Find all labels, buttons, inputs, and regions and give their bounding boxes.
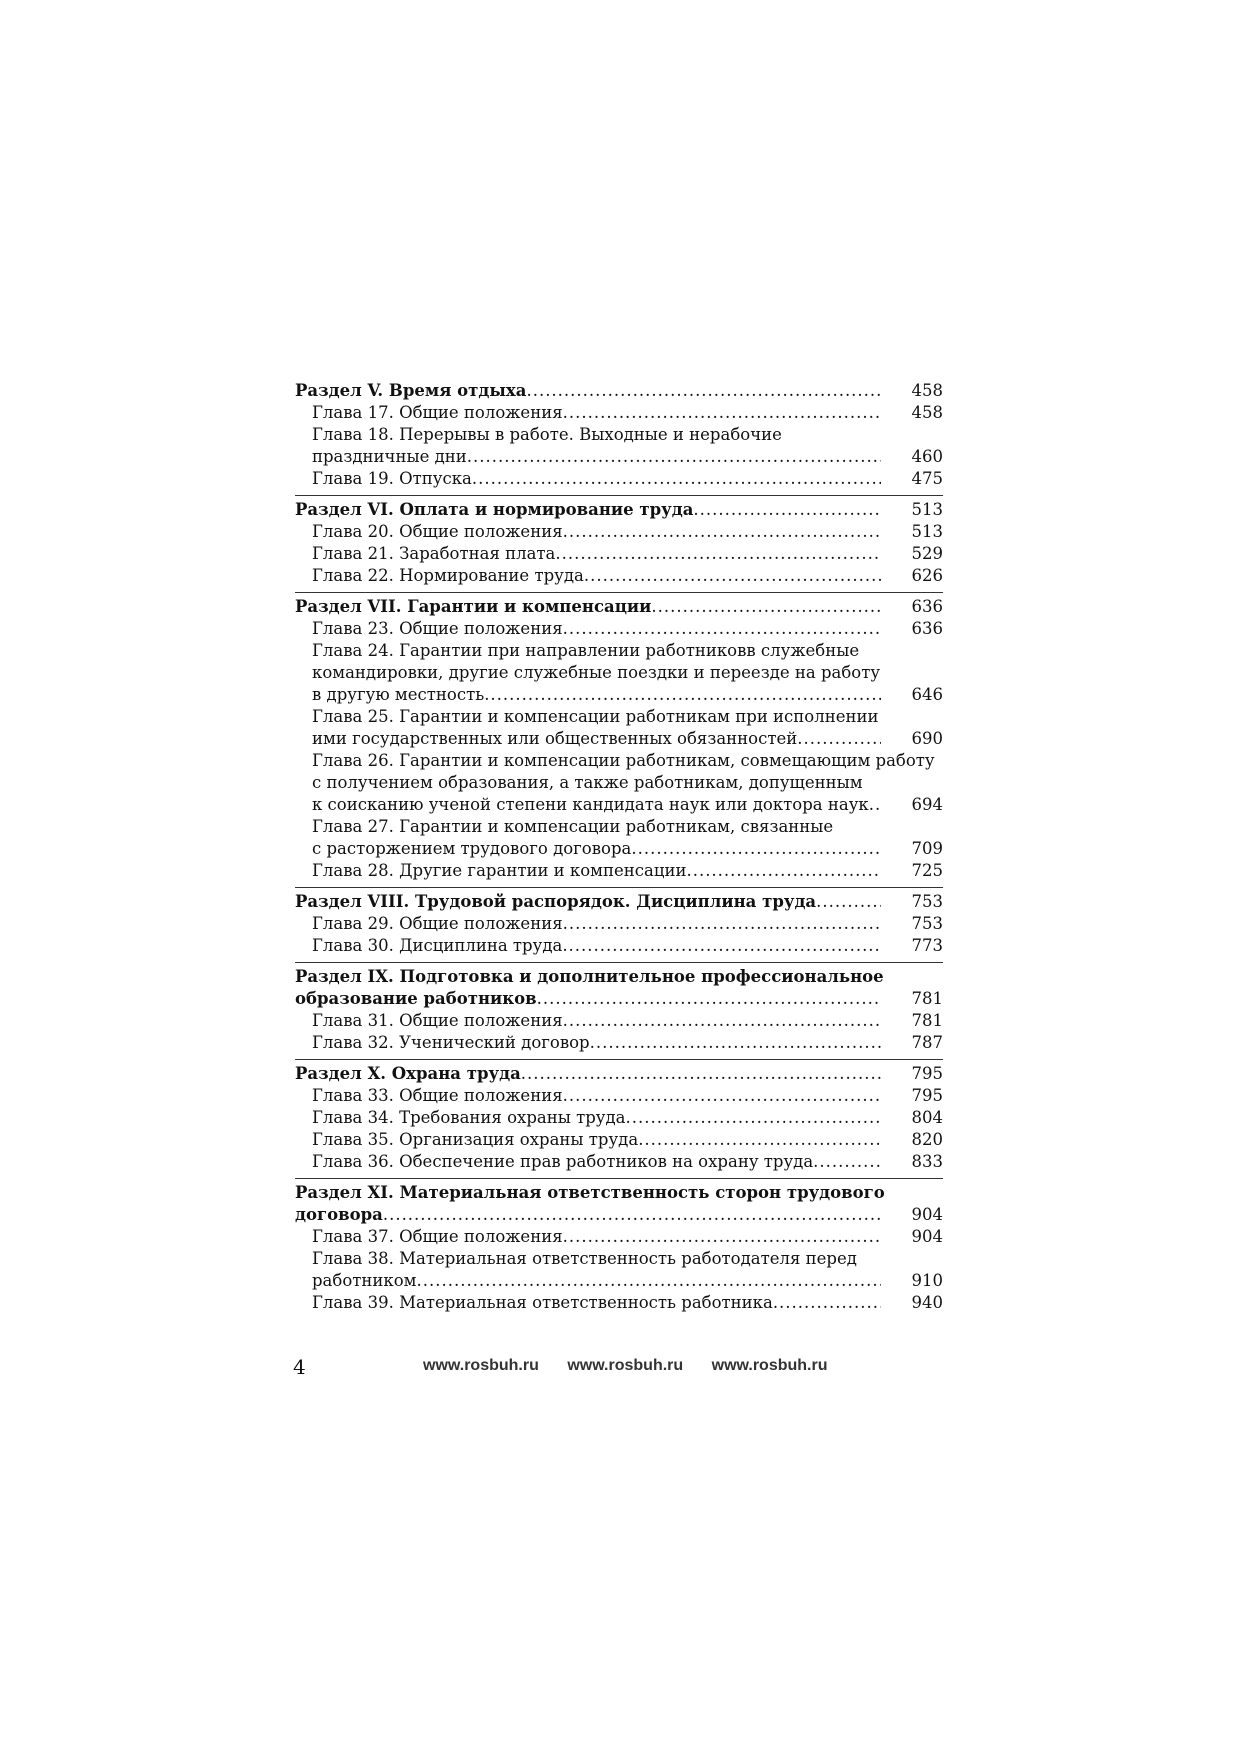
toc-entry-line [312, 640, 881, 662]
toc-chapter[interactable] [295, 565, 943, 587]
dot-leader [797, 728, 881, 750]
page-ref: 529 [911, 544, 943, 563]
toc-entry-line [295, 1063, 881, 1085]
toc-entry-line [295, 1204, 881, 1226]
dot-leader [869, 794, 881, 816]
toc-section-block [295, 1059, 943, 1173]
chapter-title: Глава 27. Гарантии и компенсации работникам, связанные [312, 817, 834, 836]
toc-entry-line [312, 468, 881, 490]
toc-entry-line [295, 966, 884, 988]
toc-entry-line [312, 816, 881, 838]
dot-leader [590, 1032, 881, 1054]
chapter-title: Глава 30. Дисциплина труда [312, 936, 563, 955]
toc-chapter[interactable] [295, 618, 943, 640]
toc-chapter[interactable] [295, 1292, 943, 1314]
chapter-title: Глава 19. Отпуска [312, 469, 472, 488]
chapter-title: Глава 23. Общие положения [312, 619, 563, 638]
chapter-title: Глава 25. Гарантии и компенсации работникам при исполнении [312, 707, 879, 726]
chapter-title: Глава 29. Общие положения [312, 914, 563, 933]
toc-chapter[interactable] [295, 1129, 943, 1151]
toc-chapter[interactable] [295, 1010, 943, 1032]
chapter-title: Глава 39. Материальная ответственность работника [312, 1293, 773, 1312]
toc-entry-line [312, 1151, 881, 1173]
page-ref: 753 [911, 892, 943, 911]
page-ref: 626 [911, 566, 943, 585]
page-ref: 787 [911, 1033, 943, 1052]
page-ref: 904 [911, 1227, 943, 1246]
toc-entry-line [312, 521, 881, 543]
toc-chapter[interactable] [295, 935, 943, 957]
chapter-title: Глава 38. Материальная ответственность работодателя перед [312, 1249, 857, 1268]
toc-chapter[interactable] [295, 1226, 943, 1248]
chapter-title: Глава 32. Ученический договор [312, 1033, 590, 1052]
toc-section-block [295, 380, 943, 490]
section-title: Раздел X. Охрана труда [295, 1064, 521, 1083]
page-ref: 458 [911, 381, 943, 400]
dot-leader [563, 618, 881, 640]
toc-chapter[interactable] [295, 706, 943, 750]
dot-leader [467, 446, 881, 468]
page-number: 4 [293, 1355, 306, 1379]
toc-chapter[interactable] [295, 1085, 943, 1107]
chapter-title: с расторжением трудового договора [312, 839, 632, 858]
page-ref: 709 [911, 839, 943, 858]
website-link[interactable]: www.rosbuh.ru [567, 1357, 684, 1374]
toc-entry-line [295, 596, 881, 618]
section-title: Раздел VIII. Трудовой распорядок. Дисциплина труда [295, 892, 817, 911]
toc-chapter[interactable] [295, 521, 943, 543]
page-ref: 725 [911, 861, 943, 880]
toc-entry-line [312, 913, 881, 935]
chapter-title: с получением образования, а также работникам, допущенным [312, 773, 863, 792]
section-title: договора [295, 1205, 383, 1224]
toc-entry-line [312, 1085, 881, 1107]
toc-section[interactable] [295, 891, 943, 913]
dot-leader [383, 1204, 881, 1226]
toc-entry-line [312, 1292, 881, 1314]
dot-leader [484, 684, 881, 706]
section-title: образование работников [295, 989, 537, 1008]
website-link[interactable]: www.rosbuh.ru [423, 1357, 539, 1374]
toc-section-block [295, 962, 943, 1054]
website-link[interactable]: www.rosbuh.ru [711, 1357, 828, 1374]
toc-entry-line [312, 838, 881, 860]
page-ref: 458 [911, 403, 943, 422]
page-ref: 636 [911, 597, 943, 616]
toc-entry-line [295, 891, 881, 913]
page-ref: 773 [911, 936, 943, 955]
toc-entry-line [312, 1248, 881, 1270]
dot-leader [416, 1270, 881, 1292]
toc-entry-line [295, 1182, 885, 1204]
toc-chapter[interactable] [295, 1248, 943, 1292]
toc-section[interactable] [295, 380, 943, 402]
page-ref: 795 [911, 1086, 943, 1105]
dot-leader [584, 565, 881, 587]
toc-section-block [295, 592, 943, 882]
section-title: Раздел VII. Гарантии и компенсации [295, 597, 652, 616]
section-title: Раздел IX. Подготовка и дополнительное профессиональное [295, 967, 884, 986]
toc-chapter[interactable] [295, 402, 943, 424]
dot-leader [555, 543, 881, 565]
chapter-title: работником [312, 1271, 417, 1290]
toc-chapter[interactable] [295, 468, 943, 490]
toc-chapter[interactable] [295, 860, 943, 882]
toc-entry-line [312, 750, 935, 772]
page-ref: 904 [911, 1205, 943, 1224]
chapter-title: командировки, другие служебные поездки и переезде на работу [312, 663, 881, 682]
toc-section-block [295, 495, 943, 587]
dot-leader [537, 988, 881, 1010]
section-title: Раздел V. Время отдыха [295, 381, 527, 400]
chapter-title: ими государственных или общественных обязанностей [312, 729, 798, 748]
toc-entry-line [295, 380, 881, 402]
toc-section-block [295, 1178, 943, 1314]
chapter-title: Глава 31. Общие положения [312, 1011, 563, 1030]
page-ref: 820 [911, 1130, 943, 1149]
toc-entry-line [312, 1107, 881, 1129]
toc-section-block [295, 887, 943, 957]
toc-entry-line [295, 499, 881, 521]
toc-entry-line [295, 988, 881, 1010]
page-ref: 910 [911, 1271, 943, 1290]
dot-leader [563, 521, 881, 543]
toc-chapter[interactable] [295, 1151, 943, 1173]
page-ref: 795 [911, 1064, 943, 1083]
dot-leader [686, 860, 881, 882]
chapter-title: Глава 37. Общие положения [312, 1227, 563, 1246]
toc-section[interactable] [295, 966, 943, 1010]
toc-entry-line [312, 1010, 881, 1032]
page-ref: 781 [911, 1011, 943, 1030]
dot-leader [813, 1151, 881, 1173]
chapter-title: Глава 35. Организация охраны труда [312, 1130, 639, 1149]
chapter-title: Глава 36. Обеспечение прав работников на охрану труда [312, 1152, 814, 1171]
toc-entry-line [312, 728, 881, 750]
toc-chapter[interactable] [295, 424, 943, 468]
dot-leader [563, 913, 881, 935]
toc-section[interactable] [295, 1063, 943, 1085]
toc-section[interactable] [295, 499, 943, 521]
chapter-title: Глава 24. Гарантии при направлении работниковв служебные [312, 641, 860, 660]
toc-chapter[interactable] [295, 816, 943, 860]
chapter-title: в другую местность [312, 685, 485, 704]
toc-entry-line [312, 543, 881, 565]
toc-entry-line [312, 684, 881, 706]
dot-leader [563, 402, 881, 424]
page-ref: 940 [911, 1293, 943, 1312]
chapter-title: праздничные дни [312, 447, 467, 466]
toc-entry-line [312, 1129, 881, 1151]
toc-entry-line [312, 424, 881, 446]
toc-entry-line [312, 1226, 881, 1248]
page-ref: 690 [911, 729, 943, 748]
toc-chapter[interactable] [295, 543, 943, 565]
dot-leader [563, 1010, 881, 1032]
dot-leader [563, 1226, 881, 1248]
dot-leader [521, 1063, 881, 1085]
toc-chapter[interactable] [295, 750, 943, 816]
dot-leader [816, 891, 881, 913]
toc-chapter[interactable] [295, 913, 943, 935]
chapter-title: Глава 18. Перерывы в работе. Выходные и нерабочие [312, 425, 782, 444]
dot-leader [693, 499, 881, 521]
dot-leader [562, 935, 881, 957]
toc-chapter[interactable] [295, 640, 943, 706]
toc-entry-line [312, 794, 881, 816]
page-ref: 513 [911, 500, 943, 519]
table-of-contents [295, 380, 943, 1314]
toc-entry-line [312, 706, 881, 728]
page-ref: 833 [911, 1152, 943, 1171]
dot-leader [638, 1129, 881, 1151]
toc-chapter[interactable] [295, 1107, 943, 1129]
chapter-title: Глава 26. Гарантии и компенсации работникам, совмещающим работу [312, 751, 935, 770]
toc-entry-line [312, 402, 881, 424]
chapter-title: Глава 28. Другие гарантии и компенсации [312, 861, 687, 880]
toc-entry-line [312, 446, 881, 468]
dot-leader [526, 380, 881, 402]
page-ref: 646 [911, 685, 943, 704]
page-ref: 753 [911, 914, 943, 933]
toc-entry-line [312, 565, 881, 587]
toc-entry-line [312, 935, 881, 957]
section-title: Раздел VI. Оплата и нормирование труда [295, 500, 694, 519]
dot-leader [773, 1292, 881, 1314]
chapter-title: Глава 22. Нормирование труда [312, 566, 584, 585]
toc-entry-line [312, 1270, 881, 1292]
section-title: Раздел XI. Материальная ответственность сторон трудового [295, 1183, 885, 1202]
chapter-title: Глава 20. Общие положения [312, 522, 563, 541]
chapter-title: Глава 33. Общие положения [312, 1086, 563, 1105]
dot-leader [625, 1107, 881, 1129]
toc-entry-line [312, 1032, 881, 1054]
chapter-title: к соисканию ученой степени кандидата наук или доктора наук [312, 795, 869, 814]
page-ref: 781 [911, 989, 943, 1008]
toc-entry-line [312, 772, 881, 794]
page-ref: 460 [911, 447, 943, 466]
chapter-title: Глава 21. Заработная плата [312, 544, 556, 563]
dot-leader [563, 1085, 881, 1107]
toc-chapter[interactable] [295, 1032, 943, 1054]
toc-section[interactable] [295, 1182, 943, 1226]
website-links [423, 1357, 851, 1375]
toc-section[interactable] [295, 596, 943, 618]
dot-leader [651, 596, 881, 618]
page-ref: 513 [911, 522, 943, 541]
dot-leader [631, 838, 881, 860]
dot-leader [472, 468, 881, 490]
toc-entry-line [312, 860, 881, 882]
page-ref: 694 [911, 795, 943, 814]
toc-entry-line [312, 618, 881, 640]
chapter-title: Глава 34. Требования охраны труда [312, 1108, 626, 1127]
page-ref: 636 [911, 619, 943, 638]
chapter-title: Глава 17. Общие положения [312, 403, 563, 422]
toc-entry-line [312, 662, 881, 684]
page-ref: 804 [911, 1108, 943, 1127]
page-ref: 475 [911, 469, 943, 488]
